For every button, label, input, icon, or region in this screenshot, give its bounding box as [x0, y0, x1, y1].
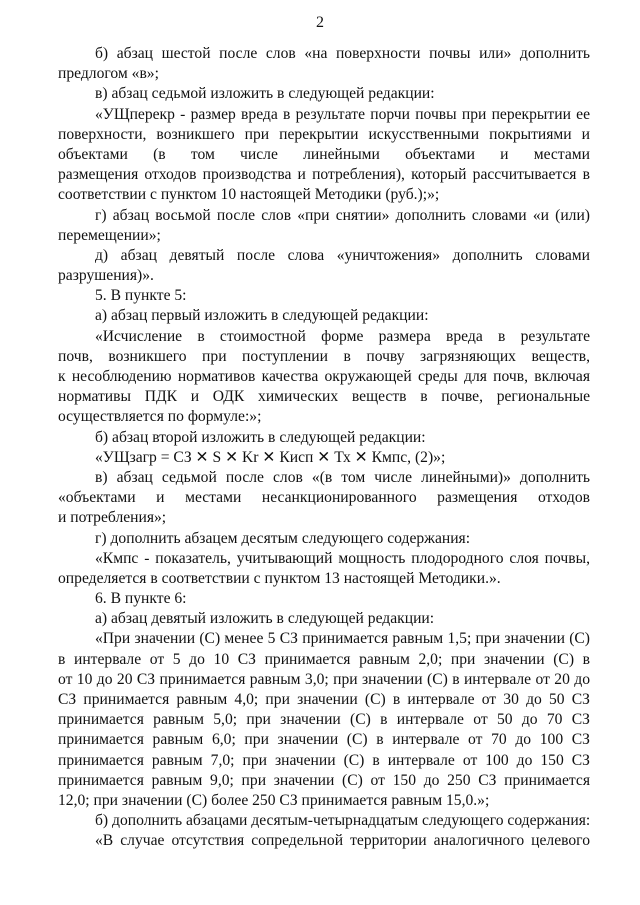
- text-line: в интервале от 5 до 10 СЗ принимается равным 2,0; при значении (С) в: [58, 650, 590, 668]
- text-line: СЗ принимается равным 4,0; при значении (С) в интервале от 30 до 50 СЗ: [58, 691, 590, 708]
- text-line: объектами (в том числе линейными объектами и местами: [58, 145, 590, 163]
- text-line: 5. В пункте 5:: [95, 287, 187, 305]
- text-line: принимается равным 9,0; при значении (С) от 150 до 250 СЗ принимается: [58, 771, 590, 789]
- document-body: [58, 44, 590, 852]
- text-line: г) абзац восьмой после слов «при снятии» дополнить словами «и (или): [95, 206, 590, 224]
- text-line: «Кмпс - показатель, учитывающий мощность плодородного слоя почвы,: [95, 549, 590, 567]
- text-line: осуществляется по формуле:»;: [58, 408, 262, 426]
- text-line: «Исчисление в стоимостной форме размера вреда в результате: [95, 327, 590, 345]
- text-line: а) абзац первый изложить в следующей редакции:: [95, 307, 429, 325]
- text-line: «В случае отсутствия сопредельной территории аналогичного целевого: [95, 832, 590, 850]
- text-line: принимается равным 5,0; при значении (С) в интервале от 50 до 70 СЗ: [58, 711, 590, 729]
- text-line: соответствии с пунктом 10 настоящей Методики (руб.);»;: [58, 186, 440, 204]
- text-line: «При значении (С) менее 5 СЗ принимается равным 1,5; при значении (С): [95, 630, 590, 648]
- text-line: «УЩзагр = СЗ ✕ S ✕ Kr ✕ Кисп ✕ Тх ✕ Кмпс, (2)»;: [95, 448, 446, 466]
- text-line: размещения отходов производства и потребления), который рассчитывается в: [58, 166, 590, 184]
- text-line: перемещении»;: [58, 226, 161, 244]
- text-line: определяется в соответствии с пунктом 13 настоящей Методики.».: [58, 569, 501, 587]
- text-line: и потребления»;: [58, 509, 167, 527]
- text-line: «объектами и местами несанкционированного размещения отходов: [58, 489, 590, 507]
- text-line: в) абзац седьмой после слов «(в том числе линейными)» дополнить: [95, 468, 590, 486]
- text-line: б) абзац шестой после слов «на поверхности почвы или» дополнить: [95, 45, 590, 62]
- text-line: б) абзац второй изложить в следующей редакции:: [95, 428, 426, 446]
- text-line: «УЩперекр - размер вреда в результате порчи почвы при перекрытии ее: [95, 105, 590, 123]
- text-line: б) дополнить абзацами десятым-четырнадцатым следующего содержания:: [95, 812, 591, 830]
- text-line: д) абзац девятый после слова «уничтожения» дополнить словами: [95, 246, 590, 264]
- text-line: принимается равным 7,0; при значении (С) в интервале от 100 до 150 СЗ: [58, 751, 590, 769]
- text-line: от 10 до 20 СЗ принимается равным 3,0; при значении (С) в интервале от 20 до: [58, 670, 590, 688]
- text-line: принимается равным 6,0; при значении (С) в интервале от 70 до 100 СЗ: [58, 731, 590, 749]
- text-line: 6. В пункте 6:: [95, 590, 187, 608]
- text-line: разрушения)».: [58, 267, 154, 285]
- text-line: в) абзац седьмой изложить в следующей редакции:: [95, 85, 435, 103]
- text-line: нормативы ПДК и ОДК химических веществ в почве, региональные: [58, 388, 590, 406]
- text-line: к несоблюдению нормативов качества окружающей среды для почв, включая: [58, 368, 590, 385]
- text-line: предлогом «в»;: [58, 65, 159, 83]
- text-line: почв, возникшего при поступлении в почву загрязняющих веществ,: [58, 347, 590, 365]
- text-line: поверхности, возникшего при перекрытии искусственными покрытиями и: [58, 125, 590, 143]
- page-number: 2: [316, 14, 324, 31]
- text-line: 12,0; при значении (С) более 250 СЗ принимается равным 15,0.»;: [58, 791, 490, 809]
- text-line: а) абзац девятый изложить в следующей редакции:: [95, 610, 435, 628]
- text-line: г) дополнить абзацем десятым следующего содержания:: [95, 529, 471, 547]
